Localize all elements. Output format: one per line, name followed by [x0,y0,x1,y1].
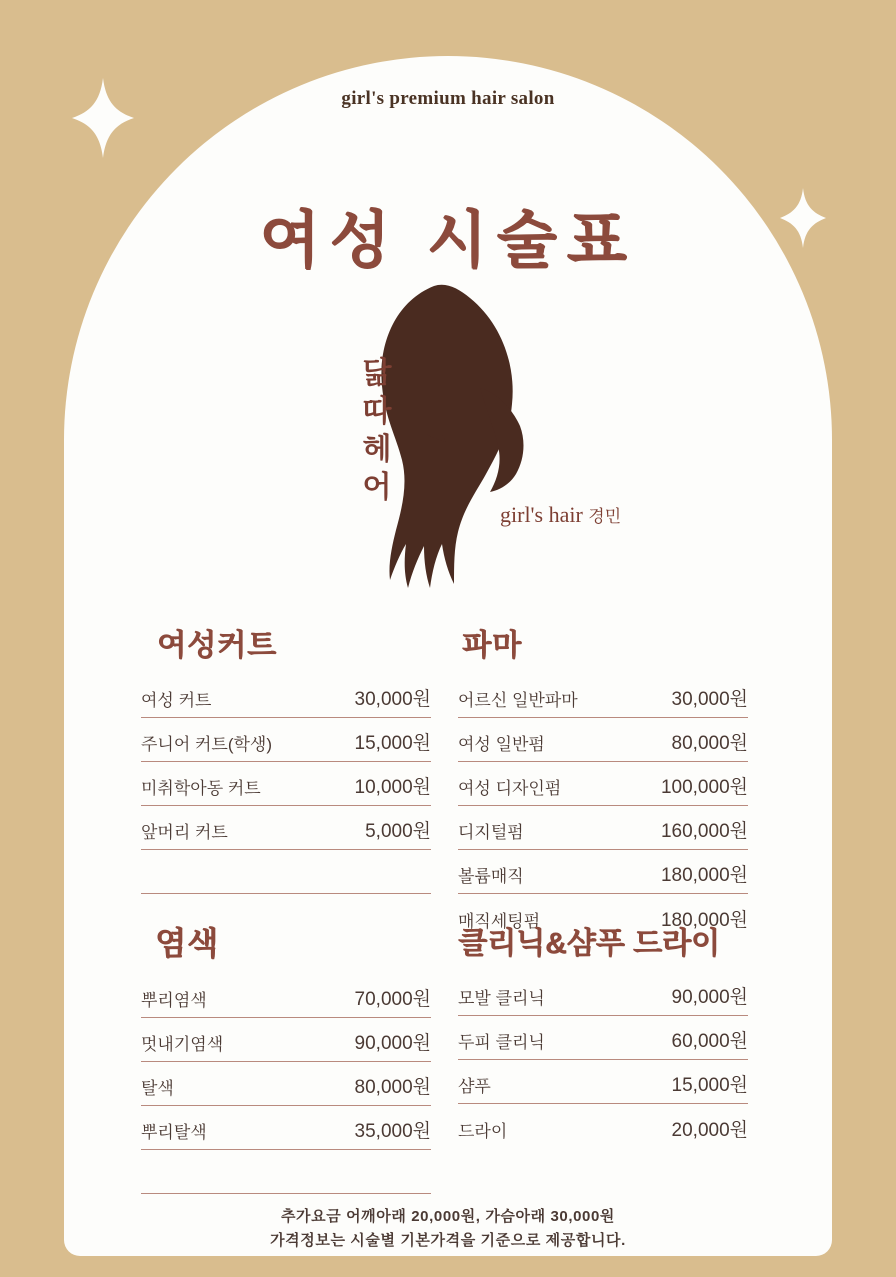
section-title-cut: 여성커트 [157,629,277,662]
section-clinic [458,918,748,1148]
tagline: girl's premium hair salon [341,88,555,109]
service-price: 180,000원 [660,910,748,931]
footer-line-2: 가격정보는 시술별 기본가격을 기준으로 제공합니다. [270,1232,626,1249]
service-name: 뿌리염색 [141,991,207,1010]
section-cut [141,620,431,894]
price-row-blank [141,1150,431,1194]
service-price: 5,000원 [365,821,431,842]
service-price: 80,000원 [354,1077,431,1098]
price-row [458,972,748,1016]
section-title-clinic: 클리닉&샴푸 드라이 [458,927,720,960]
price-row [141,718,431,762]
service-name: 앞머리 커트 [141,823,228,842]
service-name: 뿌리탈색 [141,1123,207,1142]
service-name: 드라이 [458,1122,508,1141]
brand-char: 따 [362,395,392,428]
service-price: 30,000원 [671,689,748,710]
service-price: 10,000원 [354,777,431,798]
price-row [141,1106,431,1150]
price-row [141,1018,431,1062]
price-row [458,806,748,850]
service-name: 여성 일반펌 [458,735,545,754]
price-row [458,1104,748,1148]
service-name: 디지털펌 [458,823,524,842]
price-row [458,674,748,718]
price-row [141,1062,431,1106]
section-title-perm: 파마 [462,629,522,662]
service-price: 70,000원 [354,989,431,1010]
price-row [458,718,748,762]
service-price: 160,000원 [660,821,748,842]
brand-subtitle [500,502,621,528]
service-price: 60,000원 [671,1031,748,1052]
price-row [458,1060,748,1104]
service-price: 15,000원 [354,733,431,754]
service-price: 20,000원 [671,1120,748,1141]
service-name: 여성 커트 [141,691,212,710]
service-name: 미취학아동 커트 [141,779,261,798]
service-name: 주니어 커트(학생) [141,735,272,754]
service-name: 여성 디자인펌 [458,779,562,798]
price-list-perm [458,674,748,938]
service-price: 100,000원 [660,777,748,798]
price-row [458,850,748,894]
price-row [141,974,431,1018]
service-name: 모발 클리닉 [458,989,545,1008]
brand-name-vertical [356,355,398,507]
price-list-clinic [458,972,748,1148]
brand-subtitle-ko: 경민 [588,507,622,526]
service-price: 180,000원 [660,865,748,886]
price-list-cut [141,674,431,894]
price-row [141,806,431,850]
service-price: 90,000원 [671,987,748,1008]
service-name: 샴푸 [458,1077,491,1096]
brand-subtitle-en: girl's hair [500,502,589,527]
service-name: 매직세팅펌 [458,912,541,931]
service-price: 90,000원 [354,1033,431,1054]
section-title-color: 염색 [155,925,219,961]
price-row [141,674,431,718]
brand-char: 닮 [362,357,392,390]
service-name: 탈색 [141,1079,174,1098]
footer-note [0,1205,896,1253]
section-color [141,918,431,1194]
service-price: 15,000원 [671,1075,748,1096]
price-list-color [141,974,431,1194]
service-price: 30,000원 [354,689,431,710]
section-perm [458,620,748,938]
brand-char: 어 [362,471,392,504]
service-name: 어르신 일반파마 [458,691,578,710]
page-title: 여성 시술표 [259,206,637,275]
service-name: 멋내기염색 [141,1035,224,1054]
brand-char: 헤 [362,433,392,466]
price-row [458,1016,748,1060]
footer-line-1: 추가요금 어깨아래 20,000원, 가슴아래 30,000원 [280,1208,616,1225]
price-row-blank [141,850,431,894]
service-name: 볼륨매직 [458,867,524,886]
service-name: 두피 클리닉 [458,1033,545,1052]
service-price: 35,000원 [354,1121,431,1142]
price-row [458,762,748,806]
service-price: 80,000원 [671,733,748,754]
price-row [141,762,431,806]
